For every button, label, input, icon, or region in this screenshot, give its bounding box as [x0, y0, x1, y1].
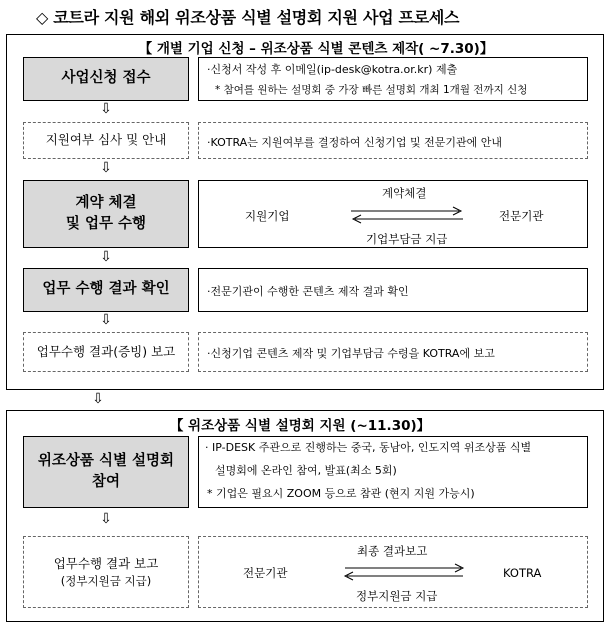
- down-arrow-icon: ⇩: [100, 312, 112, 328]
- detail-line: ·신청서 작성 후 이메일(ip-desk@kotra.or.kr) 제출: [207, 63, 458, 76]
- flow-top-label: 계약체결: [382, 186, 427, 200]
- step-label: 및 업무 수행: [65, 216, 147, 232]
- step-detail-box: [198, 122, 588, 159]
- detail-line: * 기업은 필요시 ZOOM 등으로 참관 (현지 지원 가능시): [207, 487, 475, 500]
- step-review-notice: [23, 122, 189, 159]
- step-label: 사업신청 접수: [61, 70, 151, 87]
- step-result-check: [23, 268, 189, 312]
- down-arrow-icon: ⇩: [100, 249, 112, 265]
- page-title: ◇ 코트라 지원 해외 위조상품 식별 설명회 지원 사업 프로세스: [36, 8, 460, 27]
- step-detail-box: [198, 268, 588, 312]
- contract-flow-box: [198, 180, 588, 248]
- detail-line: · IP-DESK 주관으로 진행하는 중국, 동남아, 인도지역 위조상품 식별: [205, 441, 532, 454]
- step-label: 위조상품 식별 설명회: [37, 452, 175, 469]
- step-label: 계약 체결: [75, 194, 137, 211]
- down-arrow-icon: ⇩: [92, 391, 104, 407]
- flow-top-label: 최종 결과보고: [357, 544, 428, 558]
- detail-line: ·신청기업 콘텐츠 제작 및 기업부담금 수령을 KOTRA에 보고: [207, 347, 495, 360]
- step-label: 업무수행 결과 보고: [53, 555, 159, 571]
- bidirectional-arrow-icon: [339, 561, 469, 583]
- report-flow-box: [198, 536, 588, 608]
- flow-left-party: 지원기업: [245, 209, 290, 223]
- step-label: (정부지원금 지급): [60, 573, 152, 588]
- step-detail-box: [198, 332, 588, 372]
- step-detail-box: [198, 436, 588, 508]
- step-contract-execution: [23, 180, 189, 248]
- section-title: 【 개별 기업 신청 – 위조상품 식별 콘텐츠 제작( ~7.30)】: [138, 41, 494, 57]
- detail-line: 설명회에 온라인 참여, 발표(최소 5회): [215, 464, 397, 477]
- step-label: 업무 수행 결과 확인: [42, 281, 170, 298]
- down-arrow-icon: ⇩: [100, 160, 112, 176]
- section-title: 【 위조상품 식별 설명회 지원 (~11.30)】: [169, 418, 431, 434]
- flow-left-party: 전문기관: [243, 566, 288, 580]
- step-application-receipt: [23, 57, 189, 101]
- bidirectional-arrow-icon: [347, 205, 467, 225]
- step-label: 참여: [91, 474, 120, 490]
- flow-right-party: KOTRA: [503, 566, 542, 580]
- step-result-report: [23, 332, 189, 372]
- down-arrow-icon: ⇩: [100, 511, 112, 527]
- detail-line: * 참여를 원하는 설명회 중 가장 빠른 설명회 개최 1개월 전까지 신청: [215, 84, 528, 96]
- down-arrow-icon: ⇩: [100, 101, 112, 117]
- detail-line: ·KOTRA는 지원여부를 결정하여 신청기업 및 전문기관에 안내: [207, 136, 502, 149]
- flow-bottom-label: 기업부담금 지급: [366, 232, 448, 246]
- detail-line: ·전문기관이 수행한 콘텐츠 제작 결과 확인: [207, 285, 409, 298]
- step-seminar-participation: [23, 436, 189, 508]
- step-label: 지원여부 심사 및 안내: [45, 132, 167, 148]
- step-final-report: [23, 536, 189, 608]
- flow-right-party: 전문기관: [499, 209, 544, 223]
- flow-bottom-label: 정부지원금 지급: [356, 589, 438, 603]
- step-detail-box: [198, 57, 588, 101]
- step-label: 업무수행 결과(증빙) 보고: [36, 343, 176, 359]
